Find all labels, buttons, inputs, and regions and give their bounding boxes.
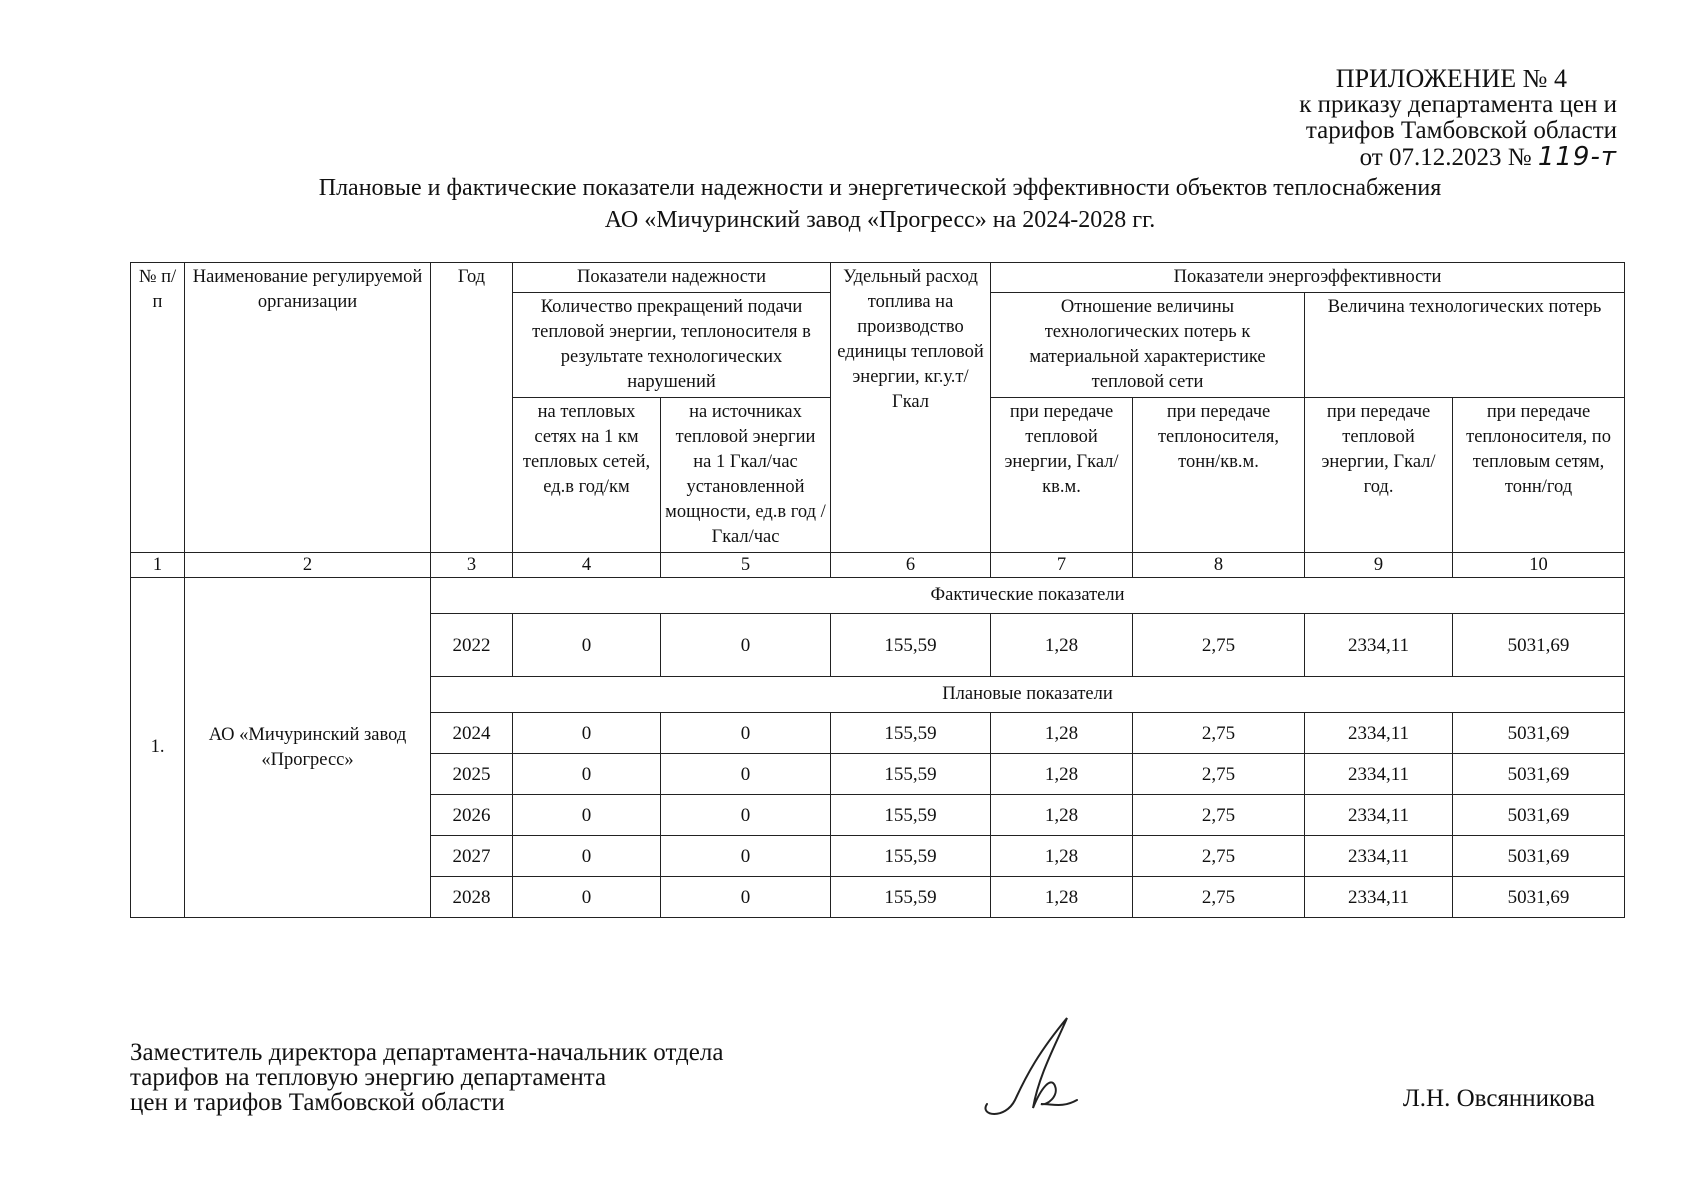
cell-col9: 2334,11	[1305, 754, 1453, 795]
cell-col9: 2334,11	[1305, 713, 1453, 754]
cell-year: 2027	[431, 836, 513, 877]
header-col4: на тепловых сетях на 1 км тепловых сетей, ед.в год/км	[513, 398, 661, 553]
column-number: 6	[831, 553, 991, 578]
header-col9: при передаче тепловой энергии, Гкал/год.	[1305, 398, 1453, 553]
cell-col6: 155,59	[831, 836, 991, 877]
cell-col7: 1,28	[991, 713, 1133, 754]
header-num: № п/п	[131, 263, 185, 553]
column-number: 1	[131, 553, 185, 578]
title-line-1: Плановые и фактические показатели надежности и энергетической эффективности объектов теплоснабжения	[318, 175, 1442, 201]
cell-col8: 2,75	[1133, 795, 1305, 836]
header-efficiency: Показатели энергоэффективности	[991, 263, 1625, 293]
appendix-block	[1197, 66, 1617, 171]
column-number: 4	[513, 553, 661, 578]
cell-year: 2022	[431, 614, 513, 677]
actual-label: Фактические показатели	[431, 578, 1625, 614]
cell-col8: 2,75	[1133, 877, 1305, 918]
header-loss-group: Величина технологических потерь	[1305, 293, 1625, 398]
cell-col10: 5031,69	[1453, 614, 1625, 677]
cell-col4: 0	[513, 795, 661, 836]
cell-col5: 0	[661, 713, 831, 754]
cell-col4: 0	[513, 754, 661, 795]
cell-col5: 0	[661, 614, 831, 677]
column-number: 5	[661, 553, 831, 578]
indicators-table	[130, 262, 1625, 918]
cell-col5: 0	[661, 836, 831, 877]
actual-section-row	[131, 578, 1625, 614]
header-reliability-sub: Количество прекращений подачи тепловой энергии, теплоносителя в результате технологических нарушений	[513, 293, 831, 398]
header-col6: Удельный расход топлива на производство единицы тепловой энергии, кг.у.т/Гкал	[831, 263, 991, 553]
cell-col7: 1,28	[991, 795, 1133, 836]
column-number: 8	[1133, 553, 1305, 578]
cell-col6: 155,59	[831, 614, 991, 677]
cell-col9: 2334,11	[1305, 877, 1453, 918]
cell-col10: 5031,69	[1453, 713, 1625, 754]
cell-col9: 2334,11	[1305, 795, 1453, 836]
appendix-line-4	[1197, 144, 1617, 171]
cell-col8: 2,75	[1133, 754, 1305, 795]
signer-line-2: тарифов на тепловую энергию департамента	[130, 1064, 607, 1091]
cell-col8: 2,75	[1133, 836, 1305, 877]
cell-col10: 5031,69	[1453, 836, 1625, 877]
header-reliability: Показатели надежности	[513, 263, 831, 293]
cell-col5: 0	[661, 877, 831, 918]
cell-year: 2024	[431, 713, 513, 754]
column-number-row	[131, 553, 1625, 578]
cell-col10: 5031,69	[1453, 754, 1625, 795]
signer-position	[130, 1040, 850, 1115]
cell-col10: 5031,69	[1453, 795, 1625, 836]
cell-col7: 1,28	[991, 836, 1133, 877]
cell-col4: 0	[513, 877, 661, 918]
planned-label: Плановые показатели	[431, 677, 1625, 713]
cell-col7: 1,28	[991, 614, 1133, 677]
signer-line-3: цен и тарифов Тамбовской области	[130, 1089, 505, 1116]
cell-col5: 0	[661, 754, 831, 795]
signer-line-1: Заместитель директора департамента-начальник отдела	[130, 1039, 724, 1066]
cell-col4: 0	[513, 836, 661, 877]
appendix-heading: ПРИЛОЖЕНИЕ № 4	[1335, 64, 1567, 93]
cell-col6: 155,59	[831, 713, 991, 754]
cell-col6: 155,59	[831, 754, 991, 795]
organization-name: АО «Мичуринский завод «Прогресс»	[185, 578, 431, 918]
column-number: 7	[991, 553, 1133, 578]
header-col7: при передаче тепловой энергии, Гкал/кв.м.	[991, 398, 1133, 553]
cell-col9: 2334,11	[1305, 614, 1453, 677]
header-col8: при передаче теплоносителя, тонн/кв.м.	[1133, 398, 1305, 553]
header-row-1	[131, 263, 1625, 293]
header-ratio-group: Отношение величины технологических потерь к материальной характеристике тепловой сети	[991, 293, 1305, 398]
cell-year: 2025	[431, 754, 513, 795]
column-number: 2	[185, 553, 431, 578]
row-number: 1.	[131, 578, 185, 918]
column-number: 3	[431, 553, 513, 578]
cell-col7: 1,28	[991, 877, 1133, 918]
column-number: 9	[1305, 553, 1453, 578]
cell-col9: 2334,11	[1305, 836, 1453, 877]
cell-year: 2028	[431, 877, 513, 918]
title-line-2: АО «Мичуринский завод «Прогресс» на 2024-2028 гг.	[604, 207, 1156, 233]
cell-year: 2026	[431, 795, 513, 836]
appendix-line-2: к приказу департамента цен и	[1299, 91, 1617, 118]
cell-col8: 2,75	[1133, 713, 1305, 754]
handwritten-signature	[975, 1012, 1095, 1122]
cell-col5: 0	[661, 795, 831, 836]
cell-col10: 5031,69	[1453, 877, 1625, 918]
appendix-date: от 07.12.2023 №	[1359, 144, 1532, 171]
header-org: Наименование регулируемой организации	[185, 263, 431, 553]
header-col10: при передаче теплоносителя, по тепловым сетям, тонн/год	[1453, 398, 1625, 553]
header-year: Год	[431, 263, 513, 553]
handwritten-order-number: 119-т	[1537, 142, 1617, 172]
signer-name: Л.Н. Овсянникова	[1402, 1085, 1595, 1112]
cell-col7: 1,28	[991, 754, 1133, 795]
cell-col4: 0	[513, 713, 661, 754]
cell-col8: 2,75	[1133, 614, 1305, 677]
document-title	[180, 172, 1580, 236]
cell-col4: 0	[513, 614, 661, 677]
appendix-line-3: тарифов Тамбовской области	[1305, 117, 1617, 144]
cell-col6: 155,59	[831, 877, 991, 918]
cell-col6: 155,59	[831, 795, 991, 836]
column-number: 10	[1453, 553, 1625, 578]
header-col5: на источниках тепловой энергии на 1 Гкал/час установленной мощности, ед.в год /Гкал/час	[661, 398, 831, 553]
